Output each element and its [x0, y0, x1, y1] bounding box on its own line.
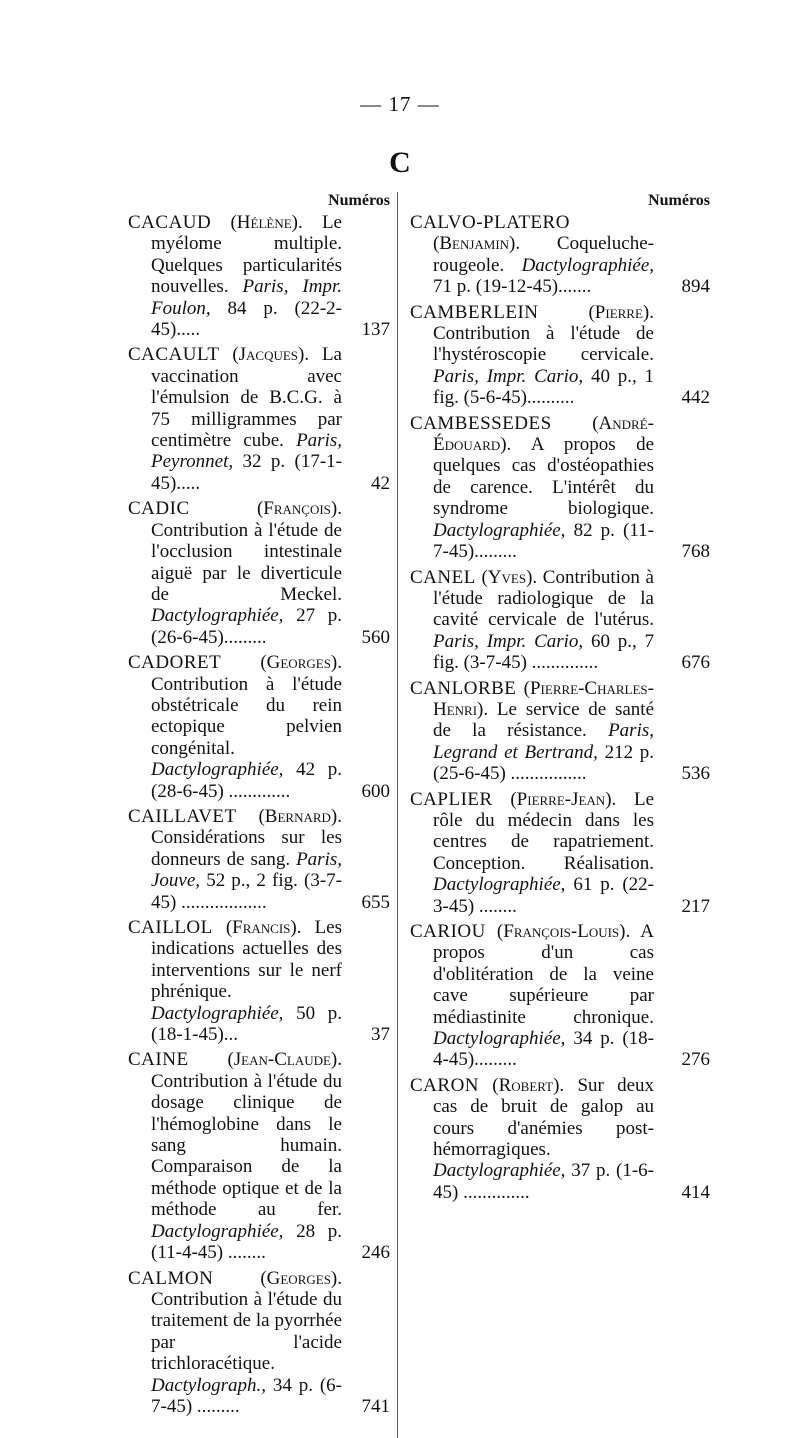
author-first-name: (Robert). — [492, 1074, 565, 1096]
author-surname: CALMON — [128, 1267, 214, 1289]
thesis-number: 560 — [361, 626, 390, 648]
author-first-name: (Jean-Claude). — [227, 1049, 342, 1071]
thesis-entry — [410, 212, 710, 298]
publisher: Dactylographiée, — [151, 759, 284, 781]
pagination-date: 37 p. (1-6-45) .............. — [433, 1160, 655, 1203]
publisher: Dactylographiée, — [433, 874, 566, 896]
publisher: Paris, Jouve, — [151, 848, 342, 892]
thesis-number: 414 — [681, 1181, 710, 1203]
thesis-entry — [128, 652, 390, 802]
entry-list — [410, 212, 710, 1203]
thesis-number: 42 — [371, 472, 390, 494]
author-first-name: (Hélène). — [230, 212, 303, 233]
pagination-date: 42 p. (28-6-45) ............. — [151, 759, 342, 802]
author-surname: CALVO-PLATERO — [410, 212, 570, 233]
pagination-date: 84 p. (22-2-45)..... — [151, 297, 342, 341]
publisher: Dactylographiée, — [151, 1002, 284, 1024]
thesis-number: 536 — [681, 763, 710, 785]
left-column — [128, 190, 390, 1421]
thesis-title: Contribution à l'étude du traitement de la pyorrhée par l'acide trichloracétique. — [151, 1288, 342, 1375]
column-divider — [397, 192, 398, 1438]
thesis-number: 676 — [681, 652, 710, 674]
author-surname: CACAULT — [128, 344, 220, 366]
thesis-entry — [410, 678, 710, 785]
publisher: Dactylographiée, — [151, 605, 284, 627]
author-surname: CADIC — [128, 498, 190, 520]
thesis-number: 246 — [361, 1242, 390, 1264]
pagination-date: 40 p., 1 fig. (5-6-45).......... — [433, 365, 655, 409]
author-first-name: (Georges). — [260, 1267, 342, 1289]
thesis-title: La vaccination avec l'émulsion de B.C.G. à 75 milligrammes par centimètre cube. — [151, 344, 342, 452]
author-surname: CAINE — [128, 1049, 189, 1071]
author-first-name: (Jacques). — [232, 344, 310, 366]
author-first-name: (Yves). — [481, 566, 538, 588]
thesis-number: 655 — [361, 891, 390, 913]
author-surname: CANEL — [410, 566, 476, 588]
thesis-entry — [410, 1075, 710, 1203]
thesis-title: Le service de santé de la résistance. — [433, 698, 655, 742]
thesis-number: 217 — [681, 895, 710, 917]
author-surname: CAPLIER — [410, 788, 493, 810]
thesis-entry — [128, 344, 390, 494]
thesis-number: 600 — [361, 780, 390, 802]
author-surname: CAILLAVET — [128, 805, 237, 827]
author-first-name: (Pierre-Charles-Henri). — [433, 677, 654, 720]
publisher: Dactylographiée, — [151, 1220, 284, 1242]
numeros-header: Numéros — [648, 192, 710, 209]
thesis-entry — [128, 917, 390, 1045]
author-first-name: (Francis). — [225, 917, 302, 938]
thesis-title: Contribution à l'étude du dosage clinique de l'hémoglobine dans le sang humain. Comparaison de la méthode optique et de la méthode au fer. — [151, 1070, 342, 1221]
thesis-title: Le rôle du médecin dans les centres de rapatriement. Conception. Réalisation. — [433, 788, 655, 874]
thesis-entry — [128, 498, 390, 648]
thesis-number: 137 — [361, 319, 390, 341]
thesis-number: 37 — [371, 1024, 390, 1046]
thesis-entry — [128, 212, 390, 340]
thesis-title: Contribution à l'étude de l'occlusion intestinale aiguë par le diverticule de Meckel. — [151, 519, 342, 605]
thesis-title: Considérations sur les donneurs de sang. — [151, 827, 342, 870]
author-surname: CACAUD — [128, 212, 212, 233]
thesis-title: Les indications actuelles des interventions sur le nerf phrénique. — [151, 917, 343, 1003]
thesis-entry — [410, 567, 710, 674]
thesis-title: A propos d'un cas d'oblitération de la veine cave supérieure par médiastinite chronique. — [433, 921, 654, 1028]
page-number: — 17 — — [360, 92, 440, 116]
thesis-title: Le myélome multiple. Quelques particularités nouvelles. — [151, 212, 342, 298]
thesis-entry — [128, 1268, 390, 1418]
section-letter: C — [389, 146, 411, 179]
pagination-date: 212 p. (25-6-45) ................ — [433, 741, 655, 785]
thesis-title: A propos de quelques cas d'ostéopathies de carence. L'intérêt du syndrome biologique. — [433, 434, 655, 520]
publisher: Dactylograph., — [151, 1374, 267, 1396]
numeros-header: Numéros — [328, 192, 390, 209]
pagination-date: 34 p. (18-4-45)......... — [433, 1028, 655, 1071]
author-surname: CAMBERLEIN — [410, 301, 539, 323]
author-surname: CANLORBE — [410, 677, 517, 699]
thesis-entry — [410, 302, 710, 409]
publisher: Paris, Impr. Cario, — [433, 630, 584, 652]
thesis-title: Coqueluche-rougeole. — [433, 233, 654, 276]
author-first-name: (Georges). — [260, 652, 342, 674]
author-first-name: (Benjamin). — [433, 233, 521, 255]
thesis-entry — [410, 789, 710, 917]
thesis-title: Contribution à l'étude radiologique de la cavité cervicale de l'utérus. — [433, 566, 654, 631]
author-surname: CARIOU — [410, 921, 486, 942]
pagination-date: 61 p. (22-3-45) ........ — [433, 874, 655, 917]
pagination-date: 60 p., 7 fig. (3-7-45) .............. — [433, 630, 655, 674]
publisher: Paris, Peyronnet, — [151, 430, 343, 473]
thesis-title: Sur deux cas de bruit de galop au cours d'anémies post-hémorragiques. — [433, 1074, 655, 1161]
author-surname: CAILLOL — [128, 917, 213, 938]
publisher: Dactylographiée, — [521, 254, 654, 276]
author-first-name: (Pierre). — [588, 301, 654, 323]
thesis-entry — [128, 1049, 390, 1263]
pagination-date: 71 p. (19-12-45)....... — [433, 276, 592, 298]
right-column — [410, 190, 710, 1207]
pagination-date: 32 p. (17-1-45)..... — [151, 451, 343, 494]
publisher: Paris, Impr. Cario, — [433, 365, 584, 387]
author-surname: CARON — [410, 1074, 480, 1096]
thesis-number: 894 — [681, 276, 710, 298]
publisher: Dactylographiée, — [433, 519, 566, 541]
author-first-name: (Pierre-Jean). — [510, 788, 617, 810]
pagination-date: 27 p. (26-6-45)......... — [151, 605, 342, 648]
thesis-number: 276 — [681, 1049, 710, 1071]
thesis-title: Contribution à l'étude obstétricale du rein ectopique pelvien congénital. — [151, 673, 342, 759]
pagination-date: 50 p. (18-1-45)... — [151, 1002, 342, 1046]
pagination-date: 82 p. (11-7-45)......... — [433, 519, 655, 563]
thesis-number: 442 — [681, 387, 710, 409]
author-surname: CADORET — [128, 652, 222, 674]
publisher: Dactylographiée, — [433, 1160, 566, 1182]
author-first-name: (François). — [256, 498, 342, 520]
thesis-entry — [410, 413, 710, 563]
author-first-name: (Bernard). — [258, 805, 342, 827]
publisher: Paris, Impr. Foulon, — [151, 276, 342, 319]
pagination-date: 52 p., 2 fig. (3-7-45) .................. — [151, 870, 342, 913]
author-surname: CAMBESSEDES — [410, 412, 552, 434]
thesis-title: Contribution à l'étude de l'hystéroscopie cervicale. — [433, 323, 654, 366]
pagination-date: 28 p. (11-4-45) ........ — [151, 1220, 342, 1264]
thesis-number: 768 — [681, 541, 710, 563]
publisher: Dactylographiée, — [433, 1028, 566, 1050]
thesis-entry — [410, 921, 710, 1071]
pagination-date: 34 p. (6-7-45) ......... — [151, 1374, 343, 1417]
thesis-number: 741 — [361, 1395, 390, 1417]
thesis-entry — [128, 806, 390, 913]
entry-list — [128, 212, 390, 1417]
author-first-name: (André-Édouard). — [433, 412, 654, 456]
author-first-name: (François-Louis). — [496, 921, 631, 942]
publisher: Paris, Legrand et Bertrand, — [433, 720, 654, 763]
